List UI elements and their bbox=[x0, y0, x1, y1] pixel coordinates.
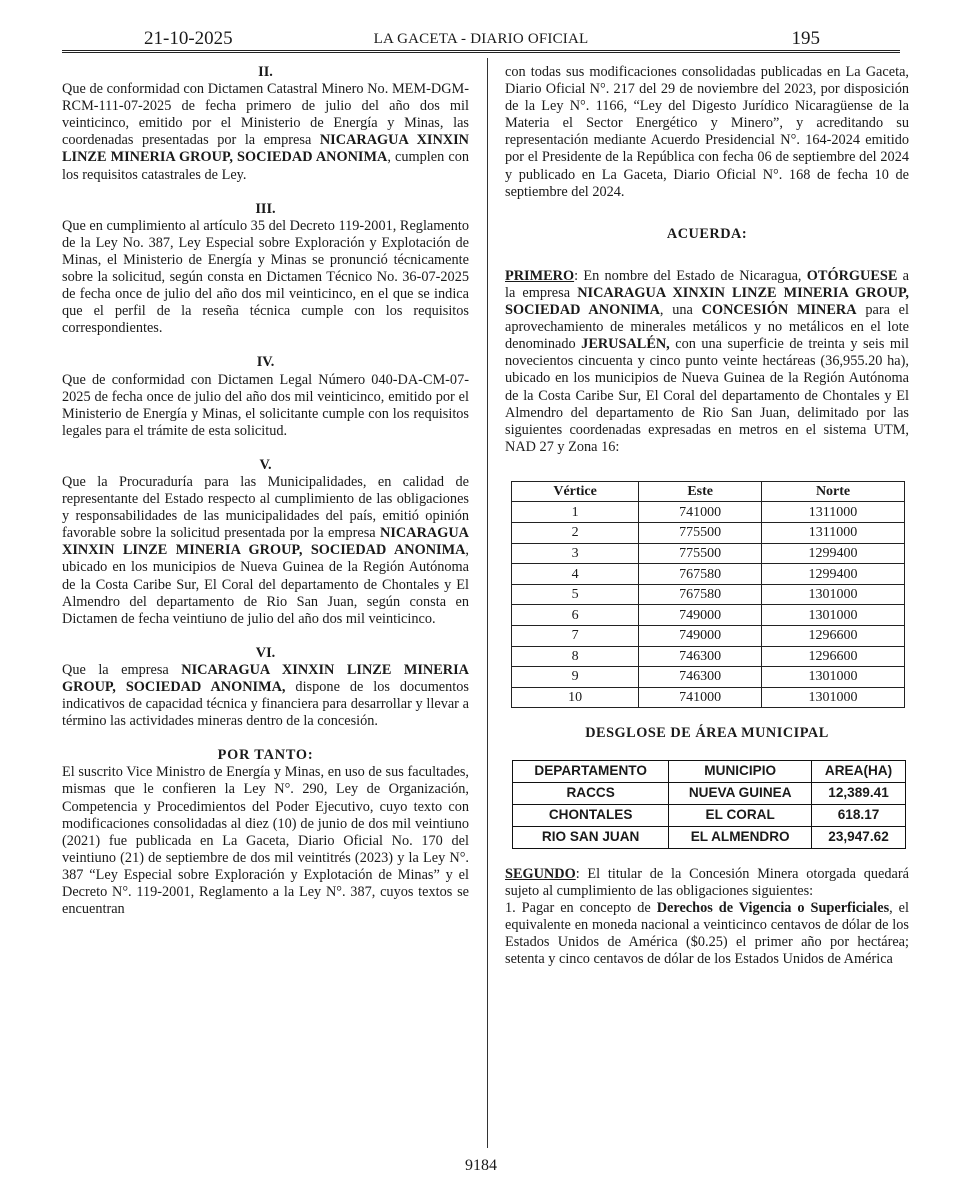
table-cell: 1301000 bbox=[762, 584, 905, 605]
table-cell: 6 bbox=[512, 605, 639, 626]
table-cell: 8 bbox=[512, 646, 639, 667]
section-iii-number: III. bbox=[255, 200, 276, 217]
footer-page-number: 9184 bbox=[465, 1157, 497, 1174]
area-row bbox=[513, 782, 906, 804]
coordinate-row bbox=[512, 667, 905, 688]
section-ii-text: Que de conformidad con Dictamen Catastral Minero No. MEM-DGM-RCM-111-07-2025 de fecha primero de julio del año dos mil veinticinco, emitido por el Ministerio de Energía y Minas, las coordenadas presentadas por la empresa NICARAGUA XINXIN LINZE MINERIA GROUP, SOCIEDAD ANONIMA, cumplen con los requisitos catastrales de Ley. bbox=[62, 81, 469, 183]
section-vi-text: Que la empresa NICARAGUA XINXIN LINZE MINERIA GROUP, SOCIEDAD ANONIMA, dispone de los documentos indicativos de capacidad técnica y financiera para desarrollar y llevar a término las actividades mineras dentro de la concesión. bbox=[62, 661, 469, 730]
coordinate-row bbox=[512, 646, 905, 667]
header-area: AREA(HA) bbox=[812, 760, 906, 782]
table-cell: 1301000 bbox=[762, 667, 905, 688]
municipal-area-table bbox=[512, 760, 906, 849]
table-cell: 4 bbox=[512, 564, 639, 585]
segundo-label: SEGUNDO bbox=[505, 865, 576, 882]
table-cell: 741000 bbox=[639, 502, 762, 523]
section-iv-text: Que de conformidad con Dictamen Legal Número 040-DA-CM-07-2025 de fecha once de julio del año dos mil veinticinco, emitido por el Ministerio de Energía y Minas, el solicitante cumple con los requisitos legales para el trámite de esta solicitud. bbox=[62, 371, 469, 439]
table-cell: 10 bbox=[512, 687, 639, 708]
table-cell: 775500 bbox=[639, 543, 762, 564]
section-ii bbox=[62, 64, 469, 184]
header-page-number: 195 bbox=[791, 28, 820, 49]
coordinate-row bbox=[512, 605, 905, 626]
section-vi-number: VI. bbox=[255, 644, 276, 661]
coordinate-row bbox=[512, 564, 905, 585]
section-ii-number: II. bbox=[258, 64, 273, 80]
column-divider bbox=[487, 58, 488, 1148]
coordinates-table-header bbox=[512, 481, 905, 502]
table-cell: 1296600 bbox=[762, 626, 905, 647]
section-v-text: Que la Procuraduría para las Municipalidades, en calidad de representante del Estado respecto al cumplimiento de las obligaciones y responsabilidades de las municipalidades del país, emitió opinión favorable sobre la solicitud presentada por la empresa NICARAGUA XINXIN LINZE MINERIA GROUP, SOCIEDAD ANONIMA, ubicado en los municipios de Nueva Guinea de la Región Autónoma de la Costa Caribe Sur, El Coral del departamento de Chontales y El Almendro del departamento de Rio San Juan, según consta en Dictamen de fecha veintiuno de julio del año dos mil veinticinco. bbox=[62, 473, 469, 627]
coordinate-row bbox=[512, 626, 905, 647]
table-cell: 1301000 bbox=[762, 687, 905, 708]
table-cell: 1299400 bbox=[762, 543, 905, 564]
section-iv bbox=[62, 354, 469, 439]
table-cell: 7 bbox=[512, 626, 639, 647]
coordinate-row bbox=[512, 543, 905, 564]
table-cell: 749000 bbox=[639, 605, 762, 626]
right-column bbox=[505, 64, 909, 968]
desglose-heading: DESGLOSE DE ÁREA MUNICIPAL bbox=[585, 725, 829, 742]
table-cell: RACCS bbox=[513, 782, 669, 804]
table-cell: 12,389.41 bbox=[812, 782, 906, 804]
area-row bbox=[513, 804, 906, 826]
table-cell: 3 bbox=[512, 543, 639, 564]
continuation-text: con todas sus modificaciones consolidadas publicadas en La Gaceta, Diario Oficial N°. 217 del 29 de noviembre del 2023, por disposición de la Ley N°. 1166, “Ley del Digesto Jurídico Nicaragüense de la Materia el Sector Energético y Minero”, y acreditando su representación mediante Acuerdo Presidencial N°. 164-2024 emitido por el Presidente de la República con fecha 06 de septiembre del 2024 y publicado en La Gaceta, Diario Oficial N°. 168 de fecha 10 de septiembre del 2024. bbox=[505, 64, 909, 200]
coordinate-row bbox=[512, 523, 905, 544]
area-table-header bbox=[513, 760, 906, 782]
table-cell: RIO SAN JUAN bbox=[513, 826, 669, 848]
left-column bbox=[62, 64, 469, 918]
table-cell: EL ALMENDRO bbox=[669, 826, 812, 848]
coordinate-row bbox=[512, 584, 905, 605]
coordinate-row bbox=[512, 687, 905, 708]
table-cell: 746300 bbox=[639, 646, 762, 667]
table-cell: 775500 bbox=[639, 523, 762, 544]
header-este: Este bbox=[639, 481, 762, 502]
header-title: LA GACETA - DIARIO OFICIAL bbox=[373, 31, 589, 47]
section-v bbox=[62, 457, 469, 628]
section-por-tanto bbox=[62, 747, 469, 918]
table-cell: 9 bbox=[512, 667, 639, 688]
por-tanto-heading: POR TANTO: bbox=[217, 747, 314, 764]
header-date: 21-10-2025 bbox=[144, 28, 233, 49]
coordinates-table bbox=[511, 481, 905, 709]
obligation-item-1: 1. Pagar en concepto de Derechos de Vigencia o Superficiales, el equivalente en moneda nacional a veinticinco centavos de dólar de los Estados Unidos de América ($0.25) el primer año por hectárea; setenta y cinco centavos de dólar de los Estados Unidos de América bbox=[505, 899, 909, 967]
primero-label: PRIMERO bbox=[505, 267, 575, 284]
area-row bbox=[513, 826, 906, 848]
por-tanto-text: El suscrito Vice Ministro de Energía y Minas, en uso de sus facultades, mismas que le confieren la Ley N°. 290, Ley de Organización, Competencia y Procedimientos del Poder Ejecutivo, cuyo texto con modificaciones consolidadas al diez (10) de junio de dos mil veintiuno (2021) fue publicada en La Gaceta, Diario Oficial No. 170 del veintiuno (21) de septiembre de dos mil veintitrés (2023) y la Ley N°. 387 “Ley Especial sobre Exploración y Explotación de Minas” y el Decreto N°. 119-2001, Reglamento a la Ley N°. 387, cuyos textos se encuentran bbox=[62, 764, 469, 918]
table-cell: 1301000 bbox=[762, 605, 905, 626]
page-header bbox=[62, 26, 900, 53]
header-vertice: Vértice bbox=[512, 481, 639, 502]
table-cell: 746300 bbox=[639, 667, 762, 688]
section-iv-number: IV. bbox=[256, 354, 275, 371]
table-cell: 749000 bbox=[639, 626, 762, 647]
table-cell: 767580 bbox=[639, 584, 762, 605]
table-cell: EL CORAL bbox=[669, 804, 812, 826]
table-cell: 5 bbox=[512, 584, 639, 605]
table-cell: CHONTALES bbox=[513, 804, 669, 826]
table-cell: 2 bbox=[512, 523, 639, 544]
section-v-number: V. bbox=[259, 456, 272, 473]
section-iii-text: Que en cumplimiento al artículo 35 del Decreto 119-2001, Reglamento de la Ley No. 387, Ley Especial sobre Exploración y Explotación de Minas, el Ministerio de Energía y Minas se pronunció técnicamente sobre la solicitud, según consta en Dictamen Técnico No. 36-07-2025 de fecha once de julio del año dos mil veinticinco, en el que se indica que el perfil de la reseña técnica cumple con los requisitos correspondientes. bbox=[62, 217, 469, 337]
table-cell: 1311000 bbox=[762, 523, 905, 544]
table-cell: 1296600 bbox=[762, 646, 905, 667]
primero-text: PRIMERO: En nombre del Estado de Nicaragua, OTÓRGUESE a la empresa NICARAGUA XINXIN LINZE MINERIA GROUP, SOCIEDAD ANONIMA, una CONCESIÓN MINERA para el aprovechamiento de minerales metálicos y no metálicos en el lote denominado JERUSALÉN, con una superficie de treinta y seis mil novecientos cincuenta y cinco punto veinte hectáreas (36,955.20 ha), ubicado en los municipios de Nueva Guinea de la Región Autónoma de la Costa Caribe Sur, El Coral del departamento de Chontales y El Almendro del departamento de Rio San Juan, delimitado por las siguientes coordenadas expresadas en metros en el sistema UTM, NAD 27 y Zona 16: bbox=[505, 267, 910, 455]
section-iii bbox=[62, 201, 469, 338]
table-cell: 1 bbox=[512, 502, 639, 523]
header-municipio: MUNICIPIO bbox=[669, 760, 812, 782]
table-cell: 1299400 bbox=[762, 564, 905, 585]
header-norte: Norte bbox=[762, 481, 905, 502]
table-cell: 767580 bbox=[639, 564, 762, 585]
table-cell: 1311000 bbox=[762, 502, 905, 523]
segundo-text: SEGUNDO: El titular de la Concesión Minera otorgada quedará sujeto al cumplimiento de las obligaciones siguientes: bbox=[505, 865, 909, 899]
table-cell: 618.17 bbox=[812, 804, 906, 826]
coordinate-row bbox=[512, 502, 905, 523]
header-departamento: DEPARTAMENTO bbox=[513, 760, 669, 782]
table-cell: 23,947.62 bbox=[812, 826, 906, 848]
section-vi bbox=[62, 645, 469, 730]
acuerda-heading: ACUERDA: bbox=[666, 225, 748, 242]
table-cell: 741000 bbox=[639, 687, 762, 708]
table-cell: NUEVA GUINEA bbox=[669, 782, 812, 804]
